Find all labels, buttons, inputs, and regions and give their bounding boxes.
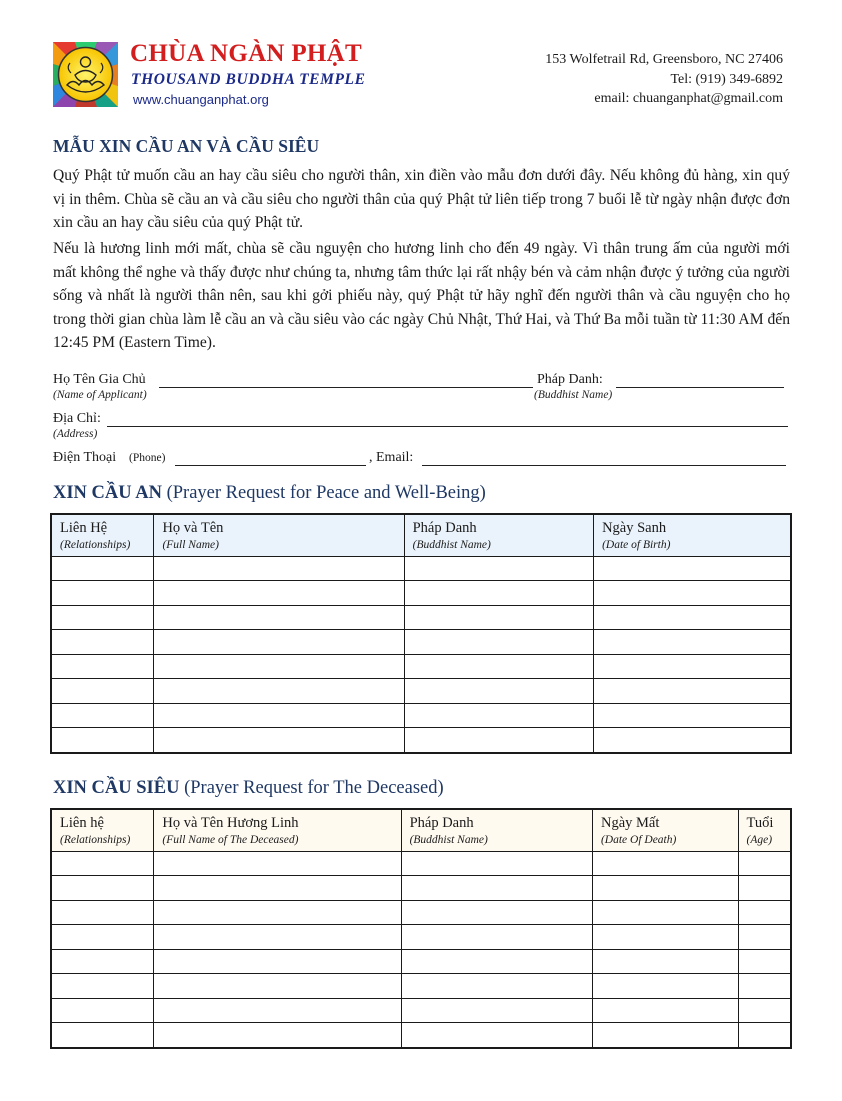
table-cell-input[interactable] <box>154 974 401 999</box>
applicant-name-label: Họ Tên Gia Chủ <box>53 372 146 387</box>
table-cell-input[interactable] <box>594 728 791 753</box>
table-cell-input[interactable] <box>738 851 791 876</box>
table-row <box>51 556 791 581</box>
deceased-info-paragraph: Nếu là hương linh mới mất, chùa sẽ cầu nguyện cho hương linh cho đến 49 ngày. Vì thân trung ấm của người mới mất không thể nghe và thấy được như chúng ta, nhưng tâm thức lại rất nhậy bén và cảm nhận được ý tưởng của người sống và nhất là người thân nên, sau khi gởi phiếu này, quý Phật tử hãy nghĩ đến người thân và cầu nguyện cho họ trong thời gian chùa làm lễ cầu an và cầu siêu vào các ngày Chủ Nhật, Thứ Hai, và Thứ Ba mỗi tuần từ 11:30 AM đến 12:45 PM (Eastern Time). <box>53 240 790 351</box>
table-cell-input[interactable] <box>404 654 593 679</box>
table-cell-input[interactable] <box>154 630 404 655</box>
table-cell-input[interactable] <box>592 876 738 901</box>
table-row <box>51 949 791 974</box>
table-cell-input[interactable] <box>51 581 154 606</box>
table-cell-input[interactable] <box>404 556 593 581</box>
intro-paragraph: Quý Phật tử muốn cầu an hay cầu siêu cho người thân, xin điền vào mẫu đơn dưới đây. Nếu không đủ hàng, xin quý vị in thêm. Chùa sẽ cầu an và cầu siêu cho người thân của quý Phật tử liên tiếp trong 7 buổi lễ từ ngày nhận được đơn xin cầu an hay cầu siêu của quý Phật tử. <box>53 167 790 231</box>
table-cell-input[interactable] <box>51 654 154 679</box>
column-header-deceased-name: Họ và Tên Hương Linh (Full Name of The Deceased) <box>154 809 401 851</box>
table-cell-input[interactable] <box>154 900 401 925</box>
column-header-buddhist-name: Pháp Danh (Buddhist Name) <box>401 809 592 851</box>
phone-email-row <box>53 450 790 468</box>
table-cell-input[interactable] <box>51 556 154 581</box>
table-row <box>51 900 791 925</box>
table-cell-input[interactable] <box>738 900 791 925</box>
column-header-date-of-death: Ngày Mất (Date Of Death) <box>592 809 738 851</box>
address-sub: (Address) <box>53 428 98 440</box>
deceased-request-table <box>50 808 792 1049</box>
table-cell-input[interactable] <box>51 974 154 999</box>
phone-field[interactable] <box>175 465 366 466</box>
table-cell-input[interactable] <box>404 703 593 728</box>
dharma-name-field[interactable] <box>616 387 784 388</box>
table-cell-input[interactable] <box>51 605 154 630</box>
table-cell-input[interactable] <box>51 925 154 950</box>
contact-block <box>545 50 783 109</box>
table-cell-input[interactable] <box>51 630 154 655</box>
table-cell-input[interactable] <box>594 703 791 728</box>
table-row <box>51 581 791 606</box>
column-header-relationship: Liên Hệ (Relationships) <box>51 514 154 556</box>
table-cell-input[interactable] <box>738 949 791 974</box>
table-cell-input[interactable] <box>401 974 592 999</box>
table-cell-input[interactable] <box>154 876 401 901</box>
table-cell-input[interactable] <box>401 900 592 925</box>
table-cell-input[interactable] <box>401 998 592 1023</box>
peace-section-title <box>53 483 486 504</box>
table-cell-input[interactable] <box>51 949 154 974</box>
table-cell-input[interactable] <box>401 1023 592 1048</box>
table-cell-input[interactable] <box>404 630 593 655</box>
column-header-relationship: Liên hệ (Relationships) <box>51 809 154 851</box>
table-cell-input[interactable] <box>154 605 404 630</box>
table-cell-input[interactable] <box>594 654 791 679</box>
table-row <box>51 998 791 1023</box>
table-cell-input[interactable] <box>154 556 404 581</box>
address-text: 153 Wolfetrail Rd, Greensboro, NC 27406 <box>545 52 783 67</box>
table-row <box>51 1023 791 1048</box>
table-cell-input[interactable] <box>51 679 154 704</box>
table-row <box>51 876 791 901</box>
address-row <box>53 411 790 429</box>
table-cell-input[interactable] <box>738 974 791 999</box>
table-cell-input[interactable] <box>154 728 404 753</box>
table-cell-input[interactable] <box>594 630 791 655</box>
table-cell-input[interactable] <box>592 974 738 999</box>
peace-title-rest: (Prayer Request for Peace and Well-Being) <box>161 483 486 503</box>
table-header-row <box>51 809 791 851</box>
table-cell-input[interactable] <box>738 876 791 901</box>
table-cell-input[interactable] <box>592 1023 738 1048</box>
table-cell-input[interactable] <box>738 1023 791 1048</box>
table-cell-input[interactable] <box>51 851 154 876</box>
table-cell-input[interactable] <box>51 876 154 901</box>
email-text: email: chuanganphat@gmail.com <box>594 91 783 106</box>
table-cell-input[interactable] <box>592 851 738 876</box>
table-row <box>51 605 791 630</box>
column-header-full-name: Họ và Tên (Full Name) <box>154 514 404 556</box>
phone-sub: (Phone) <box>129 452 166 464</box>
table-cell-input[interactable] <box>738 925 791 950</box>
table-cell-input[interactable] <box>592 949 738 974</box>
table-cell-input[interactable] <box>594 556 791 581</box>
table-cell-input[interactable] <box>154 998 401 1023</box>
peace-title-bold: XIN CẦU AN <box>53 483 162 503</box>
table-cell-input[interactable] <box>401 925 592 950</box>
email-field[interactable] <box>422 465 786 466</box>
deceased-section-title <box>53 778 444 799</box>
applicant-name-sub: (Name of Applicant) <box>53 389 147 401</box>
peace-request-table <box>50 513 792 754</box>
email-label: , Email: <box>369 450 414 465</box>
deceased-title-rest: (Prayer Request for The Deceased) <box>179 778 444 798</box>
table-cell-input[interactable] <box>401 876 592 901</box>
table-cell-input[interactable] <box>154 1023 401 1048</box>
table-cell-input[interactable] <box>401 949 592 974</box>
table-cell-input[interactable] <box>154 654 404 679</box>
address-field[interactable] <box>107 426 788 427</box>
column-header-date-of-birth: Ngày Sanh (Date of Birth) <box>594 514 791 556</box>
table-cell-input[interactable] <box>154 679 404 704</box>
table-header-row <box>51 514 791 556</box>
peace-table-body <box>51 556 791 753</box>
website-link[interactable]: www.chuanganphat.org <box>133 92 269 107</box>
table-row <box>51 851 791 876</box>
dharma-name-label: Pháp Danh: <box>537 372 603 387</box>
table-cell-input[interactable] <box>594 605 791 630</box>
table-cell-input[interactable] <box>594 679 791 704</box>
deceased-title-bold: XIN CẦU SIÊU <box>53 778 180 798</box>
table-row <box>51 925 791 950</box>
phone-text: Tel: (919) 349-6892 <box>670 71 783 87</box>
column-header-buddhist-name: Pháp Danh (Buddhist Name) <box>404 514 593 556</box>
table-cell-input[interactable] <box>51 703 154 728</box>
table-cell-input[interactable] <box>154 949 401 974</box>
table-cell-input[interactable] <box>738 998 791 1023</box>
table-cell-input[interactable] <box>51 1023 154 1048</box>
temple-name-vietnamese: CHÙA NGÀN PHẬT <box>130 40 362 67</box>
table-cell-input[interactable] <box>51 900 154 925</box>
table-cell-input[interactable] <box>404 679 593 704</box>
table-row <box>51 703 791 728</box>
column-header-age: Tuổi (Age) <box>738 809 791 851</box>
table-row <box>51 630 791 655</box>
deceased-table-body <box>51 851 791 1048</box>
table-cell-input[interactable] <box>154 851 401 876</box>
table-row <box>51 679 791 704</box>
table-cell-input[interactable] <box>594 581 791 606</box>
table-cell-input[interactable] <box>154 581 404 606</box>
applicant-name-field[interactable] <box>159 387 533 388</box>
table-row <box>51 728 791 753</box>
table-cell-input[interactable] <box>592 998 738 1023</box>
applicant-name-row <box>53 372 790 390</box>
table-cell-input[interactable] <box>404 605 593 630</box>
table-cell-input[interactable] <box>404 581 593 606</box>
dharma-name-sub: (Buddhist Name) <box>534 389 613 401</box>
table-cell-input[interactable] <box>51 728 154 753</box>
temple-name-english: THOUSAND BUDDHA TEMPLE <box>131 71 366 88</box>
form-title: MẪU XIN CẦU AN VÀ CẦU SIÊU <box>53 136 320 156</box>
table-cell-input[interactable] <box>154 925 401 950</box>
table-cell-input[interactable] <box>401 851 592 876</box>
lotus-buddha-icon <box>53 42 118 107</box>
table-cell-input[interactable] <box>154 703 404 728</box>
address-label: Địa Chỉ: <box>53 411 101 426</box>
table-row <box>51 974 791 999</box>
table-cell-input[interactable] <box>51 998 154 1023</box>
table-cell-input[interactable] <box>592 925 738 950</box>
phone-label: Điện Thoại <box>53 450 117 465</box>
table-row <box>51 654 791 679</box>
table-cell-input[interactable] <box>404 728 593 753</box>
table-cell-input[interactable] <box>592 900 738 925</box>
